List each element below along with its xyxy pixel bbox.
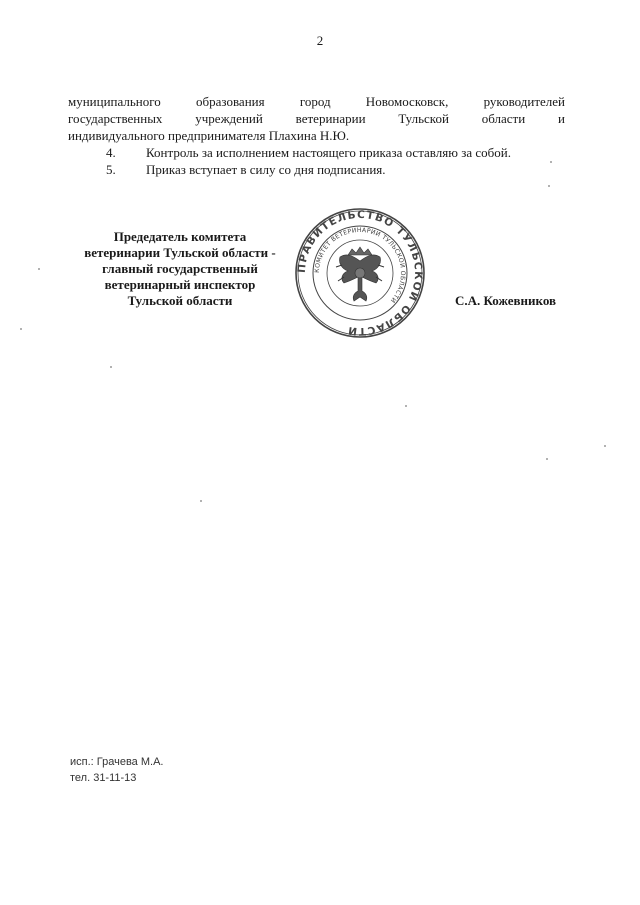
- page-number: 2: [316, 33, 324, 48]
- scan-speck: [200, 500, 202, 502]
- seal-outer-text-path: ПРАВИТЕЛЬСТВО ТУЛЬСКОЙ ОБЛАСТИ: [295, 208, 425, 338]
- scan-speck: [20, 328, 22, 330]
- signer-name: С.А. Кожевников: [455, 293, 557, 308]
- seal-inner-text-path: КОМИТЕТ ВЕТЕРИНАРИИ ТУЛЬСКОЙ ОБЛАСТИ: [313, 226, 407, 305]
- scan-speck: [405, 405, 407, 407]
- double-headed-eagle-icon: [336, 247, 384, 301]
- signatory-title-line: Предедатель комитета: [113, 229, 247, 244]
- item-text: Приказ вступает в силу со дня подписания.: [146, 162, 386, 177]
- signatory-title-line: ветеринарный инспектор: [104, 277, 256, 292]
- scan-speck: [604, 445, 606, 447]
- item-text: Контроль за исполнением настоящего приказа оставляю за собой.: [146, 145, 511, 160]
- official-seal: [292, 205, 428, 341]
- paragraph-line: муниципального образования город Новомосковск, руководителей: [68, 94, 565, 109]
- signatory-title: [70, 229, 290, 309]
- executor-name: исп.: Грачева М.А.: [70, 756, 164, 768]
- numbered-item: [68, 144, 565, 161]
- item-number: 5.: [106, 162, 116, 177]
- signatory-title-line: главный государственный: [102, 261, 258, 276]
- paragraph-line: государственных учреждений ветеринарии Тульской области и: [68, 111, 565, 126]
- paragraph-line: индивидуального предпринимателя Плахина Н.Ю.: [68, 128, 350, 143]
- scan-speck: [38, 268, 40, 270]
- continuation-paragraph: [68, 93, 565, 144]
- executor-phone: тел. 31-11-13: [70, 772, 137, 784]
- numbered-item: [68, 161, 565, 178]
- signatory-title-line: ветеринарии Тульской области -: [84, 245, 276, 260]
- item-number: 4.: [106, 145, 116, 160]
- scan-speck: [548, 185, 550, 187]
- scan-speck: [546, 458, 548, 460]
- scan-speck: [550, 161, 552, 163]
- signatory-title-line: Тульской области: [127, 293, 233, 308]
- scan-speck: [110, 366, 112, 368]
- document-body: [68, 93, 565, 178]
- executor-info: [70, 754, 163, 786]
